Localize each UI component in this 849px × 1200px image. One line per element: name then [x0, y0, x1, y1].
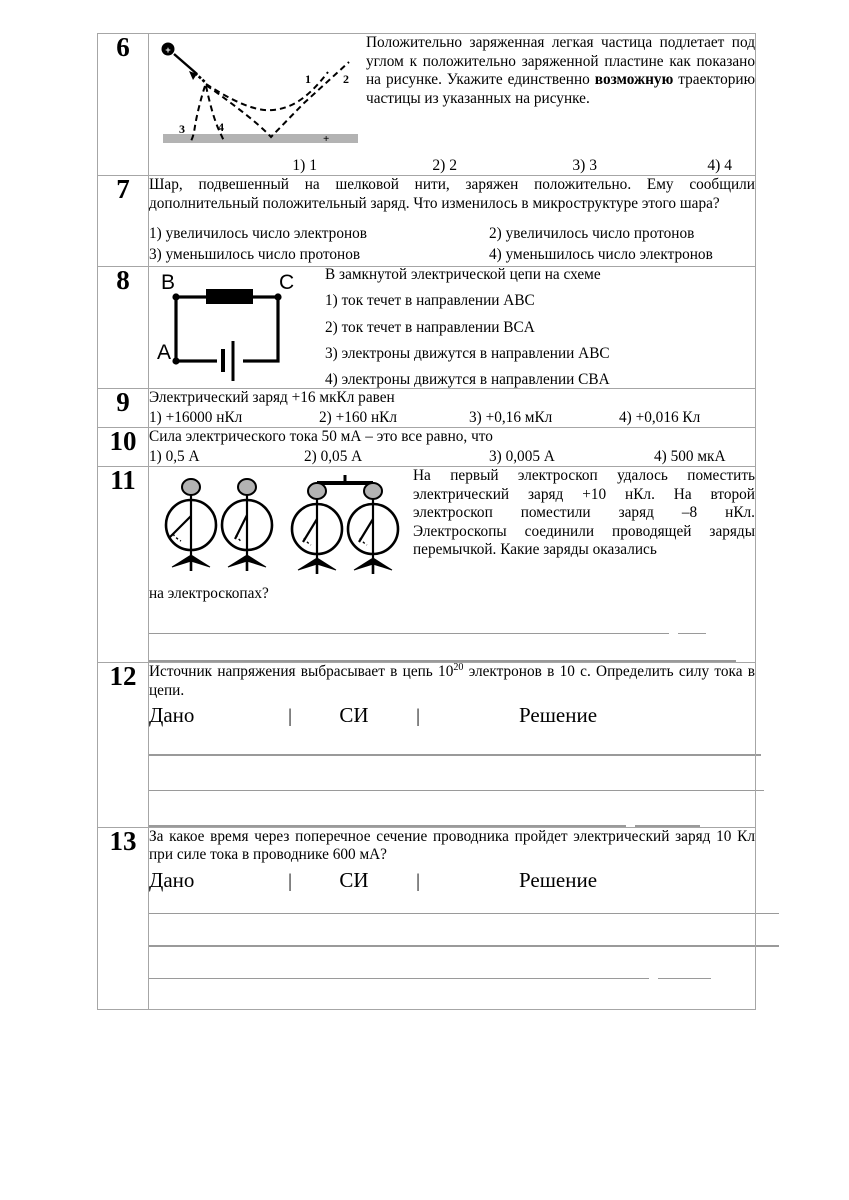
- option-4[interactable]: 4) уменьшилось число электронов: [489, 246, 713, 264]
- separator: |: [416, 706, 420, 728]
- option-2[interactable]: 2) ток течет в направлении BCA: [325, 318, 535, 336]
- question-text-q13: За какое время через поперечное сечение проводника пройдет электрический заряд 10 Кл при силе тока в проводнике 600 мА?: [149, 827, 755, 864]
- option-4[interactable]: 4) +0,016 Кл: [619, 408, 701, 426]
- answer-lines-q12: [149, 730, 755, 827]
- option-2[interactable]: 2) увеличилось число протонов: [489, 225, 695, 243]
- question-body-q13: [149, 827, 756, 1010]
- worksheet-header-q12: [149, 704, 755, 728]
- q12-run-1: Источник напряжения выбрасывает в цепь 10: [149, 662, 454, 680]
- solution-label: Решение: [519, 703, 598, 728]
- question-number: 6: [98, 34, 149, 176]
- q6-run-3: траекторию частицы из указанных на рисунке.: [366, 71, 755, 107]
- question-body-q12: [149, 662, 756, 827]
- svg-text:4: 4: [218, 120, 224, 134]
- question-body-q9: [149, 388, 756, 427]
- table-row-q9: [98, 388, 756, 427]
- question-number: 8: [98, 267, 149, 388]
- svg-text:A: A: [157, 341, 172, 365]
- si-label: СИ: [339, 867, 369, 892]
- svg-text:C: C: [279, 271, 295, 295]
- separator: |: [288, 870, 292, 892]
- question-text-block-q8: [323, 267, 755, 387]
- question-body-q8: [149, 267, 756, 388]
- question-number: 10: [98, 427, 149, 466]
- question-number: 9: [98, 388, 149, 427]
- options-q10: [149, 447, 755, 466]
- options-q7: [149, 224, 755, 265]
- svg-text:B: B: [161, 271, 176, 295]
- answer-lines-q13: [149, 895, 755, 1010]
- question-text-q10: Сила электрического тока 50 мА – это все равно, что: [149, 427, 493, 445]
- answer-line[interactable]: [149, 825, 755, 827]
- svg-text:+: +: [165, 45, 171, 55]
- question-text-q12: [149, 663, 755, 700]
- table-row-q12: [98, 662, 756, 827]
- option-1[interactable]: 1) 1: [292, 157, 317, 174]
- q12-run-3: электронов в 10 с. Определить силу тока в цепи.: [149, 662, 755, 699]
- option-3[interactable]: 3) 0,005 А: [489, 447, 555, 465]
- q6-run-2: возможную: [594, 71, 674, 89]
- table-row-q10: [98, 427, 756, 466]
- option-1[interactable]: 1) 0,5 А: [149, 447, 200, 465]
- options-q6: [149, 156, 755, 175]
- si-label: СИ: [339, 703, 369, 728]
- separator: |: [416, 870, 420, 892]
- option-2[interactable]: 2) +160 нКл: [319, 408, 397, 426]
- question-text-q7: Шар, подвешенный на шелковой нити, заряжен положительно. Ему сообщили дополнительный положительный заряд. Что изменилось в микроструктуре этого шара?: [149, 176, 755, 212]
- svg-text:2: 2: [343, 72, 349, 86]
- option-2[interactable]: 2) 0,05 А: [304, 447, 363, 465]
- separator: |: [288, 706, 292, 728]
- given-label: Дано: [149, 867, 195, 892]
- questions-table: [97, 33, 756, 1010]
- table-row-q6: [98, 34, 756, 176]
- option-4[interactable]: 4) 500 мкА: [654, 447, 726, 465]
- option-1[interactable]: 1) ток течет в направлении ABC: [325, 292, 535, 310]
- svg-text:1: 1: [305, 72, 311, 86]
- question-body-q6: [149, 34, 756, 176]
- question-body-q11: [149, 466, 756, 662]
- charged-particle-trajectories-figure: [153, 38, 358, 156]
- options-q9: [149, 408, 755, 427]
- answer-line[interactable]: [149, 633, 755, 635]
- question-body-q10: [149, 427, 756, 466]
- option-4[interactable]: 4) 4: [707, 157, 732, 174]
- question-text-q9: Электрический заряд +16 мкКл равен: [149, 388, 395, 406]
- q6-run-1: Положительно заряженная легкая частица подлетает под углом к положительно заряженной пластине как показано на рисунке. Укажите единственно: [366, 34, 755, 89]
- option-3[interactable]: 3) электроны движутся в направлении ABC: [325, 344, 610, 362]
- worksheet-header-q13: [149, 869, 755, 893]
- question-number: 7: [98, 176, 149, 267]
- option-4[interactable]: 4) электроны движутся в направлении CBA: [325, 371, 610, 388]
- option-3[interactable]: 3) +0,16 мКл: [469, 408, 553, 426]
- closed-circuit-figure: [151, 271, 317, 386]
- table-row-q8: [98, 267, 756, 388]
- option-1[interactable]: 1) +16000 нКл: [149, 408, 243, 426]
- table-row-q11: [98, 466, 756, 662]
- question-text-q11: На первый электроскоп удалось поместить электрический заряд +10 нКл. На второй электроскоп поместили заряд –8 нКл. Электроскопы соединили проводящей заряды перемычкой. Какие заряды оказались: [413, 466, 755, 559]
- table-row-q7: [98, 176, 756, 267]
- table-row-q13: [98, 827, 756, 1010]
- question-text-q8: В замкнутой электрической цепи на схеме: [325, 267, 601, 284]
- solution-label: Решение: [519, 867, 598, 892]
- answer-line[interactable]: [149, 978, 755, 980]
- q12-exponent: 20: [453, 661, 464, 673]
- question-number: 13: [98, 827, 149, 1010]
- svg-text:+: +: [323, 133, 330, 145]
- four-electroscopes-figure: [157, 473, 407, 583]
- option-3[interactable]: 3) уменьшилось число протонов: [149, 246, 361, 264]
- option-1[interactable]: 1) увеличилось число электронов: [149, 225, 368, 243]
- question-body-q7: [149, 176, 756, 267]
- given-label: Дано: [149, 703, 195, 728]
- question-number: 11: [98, 466, 149, 662]
- svg-text:3: 3: [179, 122, 185, 136]
- option-3[interactable]: 3) 3: [572, 157, 597, 174]
- answer-lines-q11: [149, 603, 755, 662]
- question-number: 12: [98, 662, 149, 827]
- option-2[interactable]: 2) 2: [432, 157, 457, 174]
- question-text-q11-tail: на электроскопах?: [149, 584, 269, 602]
